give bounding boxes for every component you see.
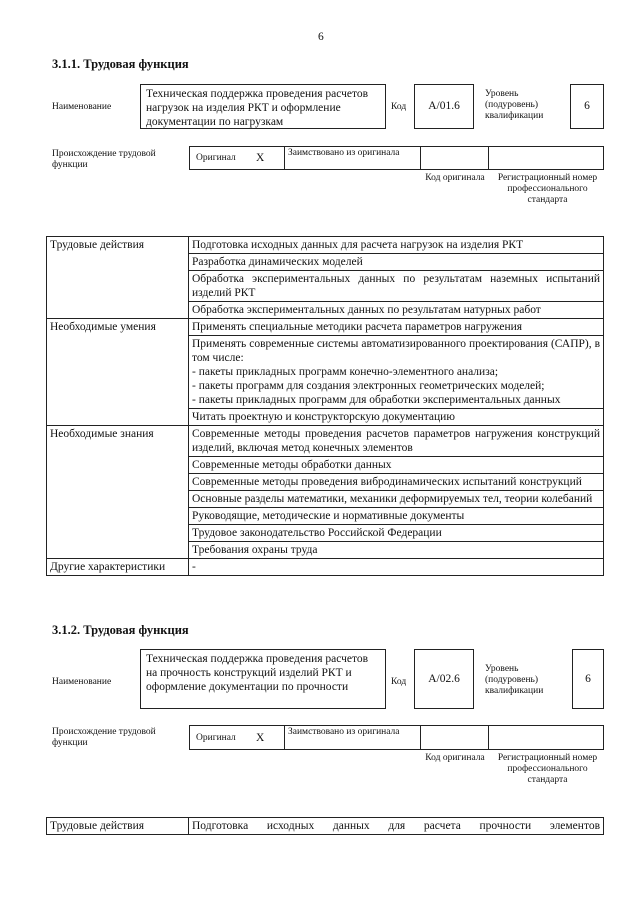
row-item: Читать проектную и конструкторскую документацию	[189, 409, 604, 426]
origin-table	[189, 725, 604, 750]
level-value: 6	[572, 649, 604, 709]
row-item: Современные методы проведения вибродинамических испытаний конструкций	[189, 474, 604, 491]
original-label: Оригинал	[196, 733, 236, 743]
origin-label: Происхождение трудовой функции	[52, 149, 156, 170]
borrowed-label: Заимствовано из оригинала	[288, 727, 400, 737]
row-label: Необходимые знания	[47, 426, 189, 559]
code-value: А/02.6	[414, 649, 474, 709]
row-item: Подготовка исходных данных для расчета прочности элементов	[189, 818, 604, 835]
row-item: -	[189, 559, 604, 576]
name-label: Наименование	[52, 677, 112, 687]
original-mark: X	[256, 152, 265, 164]
function-table	[46, 817, 604, 835]
level-value: 6	[570, 84, 604, 129]
row-item: Современные методы проведения расчетов параметров нагружения конструкций изделий, включая метод конечных элементов	[189, 426, 604, 457]
page-number: 6	[318, 31, 324, 43]
section-heading: 3.1.1. Трудовая функция	[52, 57, 189, 71]
origin-label: Происхождение трудовой функции	[52, 727, 156, 748]
function-table	[46, 236, 604, 576]
row-item: Основные разделы математики, механики деформируемых тел, теории колебаний	[189, 491, 604, 508]
level-label: Уровень (подуровень) квалификации	[485, 664, 544, 696]
code-original-label: Код оригинала	[425, 173, 485, 183]
name-label: Наименование	[52, 102, 112, 112]
row-label: Необходимые умения	[47, 319, 189, 426]
row-item: Разработка динамических моделей	[189, 254, 604, 271]
code-label: Код	[391, 677, 407, 687]
section-heading: 3.1.2. Трудовая функция	[52, 623, 189, 637]
code-label: Код	[391, 102, 407, 112]
table-row	[47, 559, 604, 576]
row-label: Трудовые действия	[47, 818, 189, 835]
code-value: А/01.6	[414, 84, 474, 129]
row-item: Руководящие, методические и нормативные документы	[189, 508, 604, 525]
table-row	[47, 818, 604, 835]
origin-table	[189, 146, 604, 170]
function-name: Техническая поддержка проведения расчетов на прочность конструкций изделий РКТ и оформление документации по прочности	[140, 649, 386, 709]
table-row	[47, 237, 604, 254]
level-label: Уровень (подуровень) квалификации	[485, 89, 544, 121]
row-item: Применять специальные методики расчета параметров нагружения	[189, 319, 604, 336]
borrowed-label: Заимствовано из оригинала	[288, 148, 400, 158]
table-row	[47, 319, 604, 336]
row-item: Требования охраны труда	[189, 542, 604, 559]
original-label: Оригинал	[196, 153, 236, 163]
row-item: Трудовое законодательство Российской Федерации	[189, 525, 604, 542]
registration-label: Регистрационный номер профессионального стандарта	[497, 753, 598, 785]
row-item: Обработка экспериментальных данных по результатам наземных испытаний изделий РКТ	[189, 271, 604, 302]
function-name: Техническая поддержка проведения расчетов нагрузок на изделия РКТ и оформление документации по нагрузкам	[140, 84, 386, 129]
row-item: Обработка экспериментальных данных по результатам натурных работ	[189, 302, 604, 319]
code-original-label: Код оригинала	[425, 753, 485, 763]
row-item: Применять современные системы автоматизированного проектирования (САПР), в том числе: - пакеты прикладных программ конечно-элементного анализа; - пакеты программ для создания электронных геометрических моделей; - пакеты прикладных программ для обработки экспериментальных данных	[189, 336, 604, 409]
row-item: Подготовка исходных данных для расчета нагрузок на изделия РКТ	[189, 237, 604, 254]
row-label: Трудовые действия	[47, 237, 189, 319]
original-mark: X	[256, 732, 265, 744]
table-row	[47, 426, 604, 457]
row-label: Другие характеристики	[47, 559, 189, 576]
registration-label: Регистрационный номер профессионального стандарта	[497, 173, 598, 205]
row-item: Современные методы обработки данных	[189, 457, 604, 474]
